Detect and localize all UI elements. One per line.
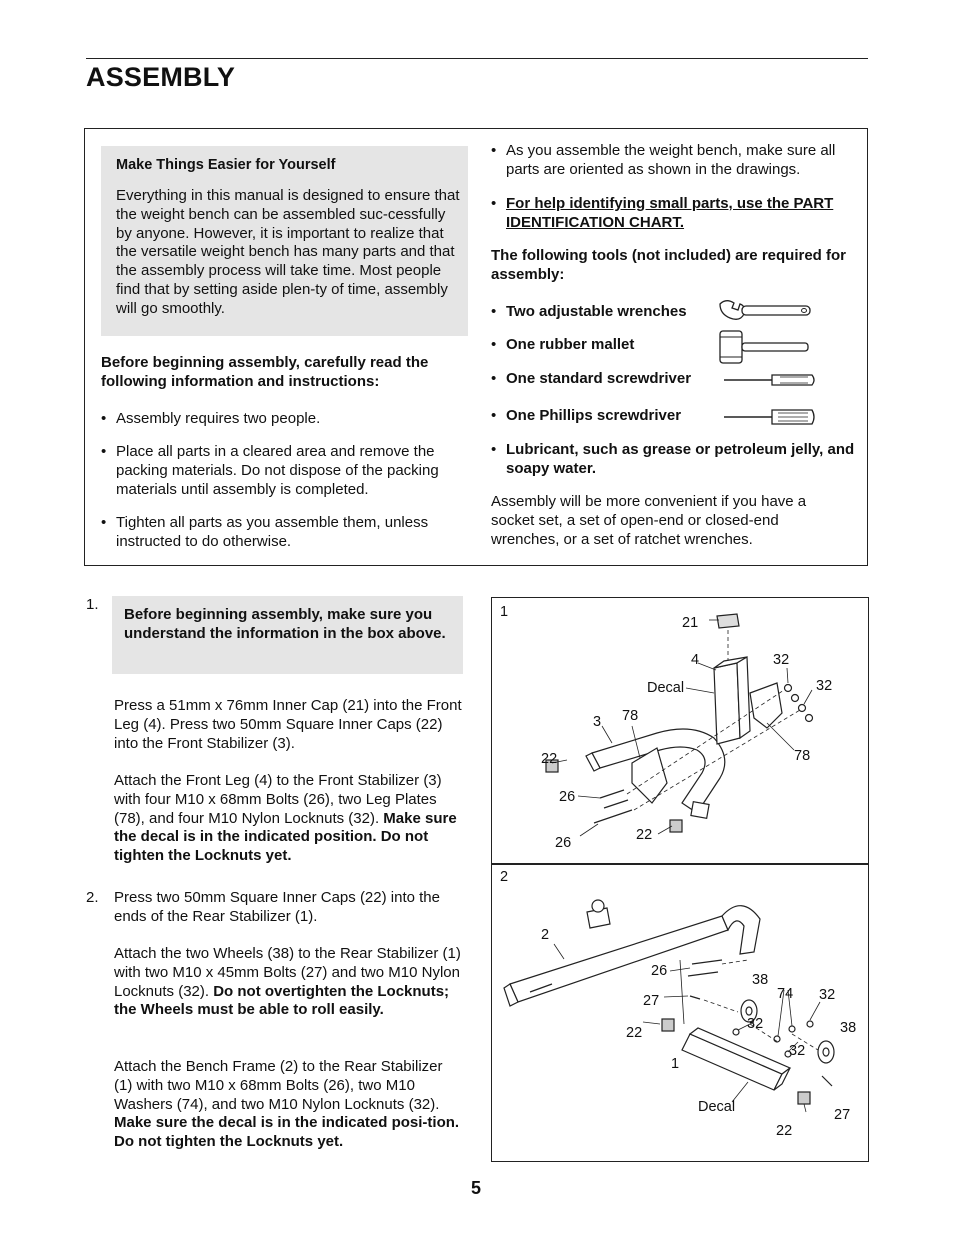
step-1-note-box: [112, 596, 463, 674]
step-1-paragraph-2: [114, 772, 464, 866]
fig1-callout-decal: Decal: [647, 680, 685, 696]
fig1-callout-22b: 22: [636, 827, 653, 843]
fig2-callout-1: 1: [671, 1056, 680, 1072]
bullet-dot: •: [491, 407, 497, 424]
figure-1-drawing: [492, 598, 870, 863]
step-2-paragraph-1: [114, 889, 464, 927]
figure-box: [491, 597, 869, 1162]
step-1-note: Before beginning assembly, make sure you understand the information in the box above.: [124, 606, 446, 642]
tool-label: One Phillips screwdriver: [506, 407, 682, 424]
fig1-callout-78a: 78: [622, 708, 639, 724]
fig2-callout-decal: Decal: [698, 1099, 736, 1115]
tool-item: [491, 303, 711, 322]
step-1-number: 1.: [86, 596, 99, 613]
step-2-warning-2: Make sure the decal is in the indicated posi-tion. Do not tighten the Locknuts yet.: [114, 1114, 460, 1151]
step-1-text-2: Attach the Front Leg (4) to the Front Stabilizer (3) with four M10 x 68mm Bolts (26), two Leg Plates (78), and four M10 Nylon Locknuts (32).: [114, 772, 442, 827]
bullet-dot: •: [491, 303, 497, 320]
step-1-text-1: Press a 51mm x 76mm Inner Cap (21) into the Front Leg (4). Press two 50mm Square Inner Caps (22) into the Front Stabilizer (3).: [114, 697, 462, 752]
bullet-dot: •: [491, 142, 497, 159]
bullet-dot: •: [491, 336, 497, 353]
fig2-callout-27b: 27: [834, 1107, 851, 1123]
figure-2-drawing: [492, 864, 870, 1162]
fig2-callout-22b: 22: [776, 1123, 793, 1139]
left-bullet-1: [101, 410, 463, 429]
bullet-text: Tighten all parts as you assemble them, unless instructed to do otherwise.: [116, 514, 429, 550]
bullet-text: Place all parts in a cleared area and remove the packing materials. Do not dispose of the packing materials until assembly is completed.: [116, 443, 439, 498]
tool-label: One rubber mallet: [506, 336, 635, 353]
page-number: 5: [471, 1178, 482, 1198]
tool-item: [491, 407, 711, 426]
step-2-number: 2.: [86, 889, 99, 906]
bullet-text: For help identifying small parts, use the PART IDENTIFICATION CHART.: [506, 195, 834, 231]
bullet-dot: •: [101, 514, 107, 531]
step-2-paragraph-2: [114, 945, 464, 1020]
tips-box: [101, 146, 468, 336]
tips-body: Everything in this manual is designed to ensure that the weight bench can be assembled suc-cessfully by anyone. However, it is important to realize that the versatile weight bench has many parts and that the assembly process will take time. Most people find that by setting aside plen-ty of time, assembly will go smoothly.: [116, 187, 460, 317]
bullet-text: As you assemble the weight bench, make sure all parts are oriented as shown in the drawings.: [506, 142, 836, 178]
right-bullet-2: [491, 195, 859, 233]
fig2-callout-32c: 32: [789, 1043, 806, 1059]
step-1-paragraph-1: [114, 697, 464, 753]
fig2-callout-38b: 38: [840, 1020, 857, 1036]
tips-title: Make Things Easier for Yourself: [116, 157, 336, 173]
step-2-text-2: Attach the two Wheels (38) to the Rear Stabilizer (1) with two M10 x 45mm Bolts (27) and two M10 Nylon Locknuts (32).: [114, 945, 461, 1000]
before-heading-text: Before beginning assembly, carefully read the following information and instructions:: [101, 354, 429, 390]
fig2-callout-74: 74: [777, 986, 794, 1002]
standard-screwdriver-icon: [722, 372, 818, 388]
tool-label: One standard screwdriver: [506, 370, 692, 387]
step-2-text-3: Attach the Bench Frame (2) to the Rear Stabilizer (1) with two M10 x 68mm Bolts (26), two M10 Washers (74), and two M10 Nylon Locknuts (32).: [114, 1058, 443, 1113]
fig1-callout-26a: 26: [559, 789, 576, 805]
step-2-paragraph-3: [114, 1058, 464, 1152]
page-title: ASSEMBLY: [86, 62, 236, 92]
fig1-callout-3: 3: [593, 714, 602, 730]
right-bullet-1: [491, 142, 859, 180]
fig2-callout-38a: 38: [752, 972, 769, 988]
fig2-callout-26: 26: [651, 963, 668, 979]
bullet-dot: •: [491, 370, 497, 387]
header-rule: [86, 58, 868, 59]
fig2-callout-32b: 32: [747, 1016, 764, 1032]
tool-item: [491, 370, 711, 389]
bullet-dot: •: [491, 195, 497, 212]
step-1-warning: Make sure the decal is in the indicated position. Do not tighten the Locknuts yet.: [114, 809, 457, 865]
fig1-callout-32b: 32: [816, 678, 833, 694]
fig2-callout-22a: 22: [626, 1025, 643, 1041]
tools-heading-text: The following tools (not included) are required for assembly:: [491, 247, 846, 283]
step-2-warning-1: Do not overtighten the Locknuts; the Wheels must be able to roll easily.: [114, 982, 450, 1019]
fig1-callout-4: 4: [691, 652, 700, 668]
left-bullet-3: [101, 514, 463, 552]
fig2-callout-2: 2: [541, 927, 550, 943]
fig1-callout-22a: 22: [541, 751, 558, 767]
lubricant-text: Lubricant, such as grease or petroleum jelly, and soapy water.: [506, 441, 855, 477]
mallet-icon: [719, 329, 811, 365]
fig1-callout-78b: 78: [794, 748, 811, 764]
convenience-text: Assembly will be more convenient if you have a socket set, a set of open-end or closed-end wrenches, or a set of ratchet wrenches.: [491, 493, 807, 548]
phillips-screwdriver-icon: [722, 408, 818, 426]
step-2-text-1: Press two 50mm Square Inner Caps (22) into the ends of the Rear Stabilizer (1).: [114, 889, 440, 925]
fig2-callout-27a: 27: [643, 993, 660, 1009]
bullet-dot: •: [101, 443, 107, 460]
tools-heading: [491, 247, 851, 285]
lubricant-item: [491, 441, 859, 479]
fig2-callout-32a: 32: [819, 987, 836, 1003]
convenience-note: [491, 493, 841, 549]
bullet-text: Assembly requires two people.: [116, 410, 321, 427]
bullet-dot: •: [491, 441, 497, 458]
left-bullet-2: [101, 443, 463, 499]
wrench-icon: [718, 298, 814, 328]
fig1-callout-26b: 26: [555, 835, 572, 851]
tool-item: [491, 336, 711, 355]
fig1-callout-21: 21: [682, 615, 699, 631]
bullet-dot: •: [101, 410, 107, 427]
figure-2-number: 2: [500, 869, 509, 885]
fig1-callout-32a: 32: [773, 652, 790, 668]
before-heading: [101, 354, 461, 392]
tool-label: Two adjustable wrenches: [506, 303, 687, 320]
figure-1-number: 1: [500, 604, 509, 620]
